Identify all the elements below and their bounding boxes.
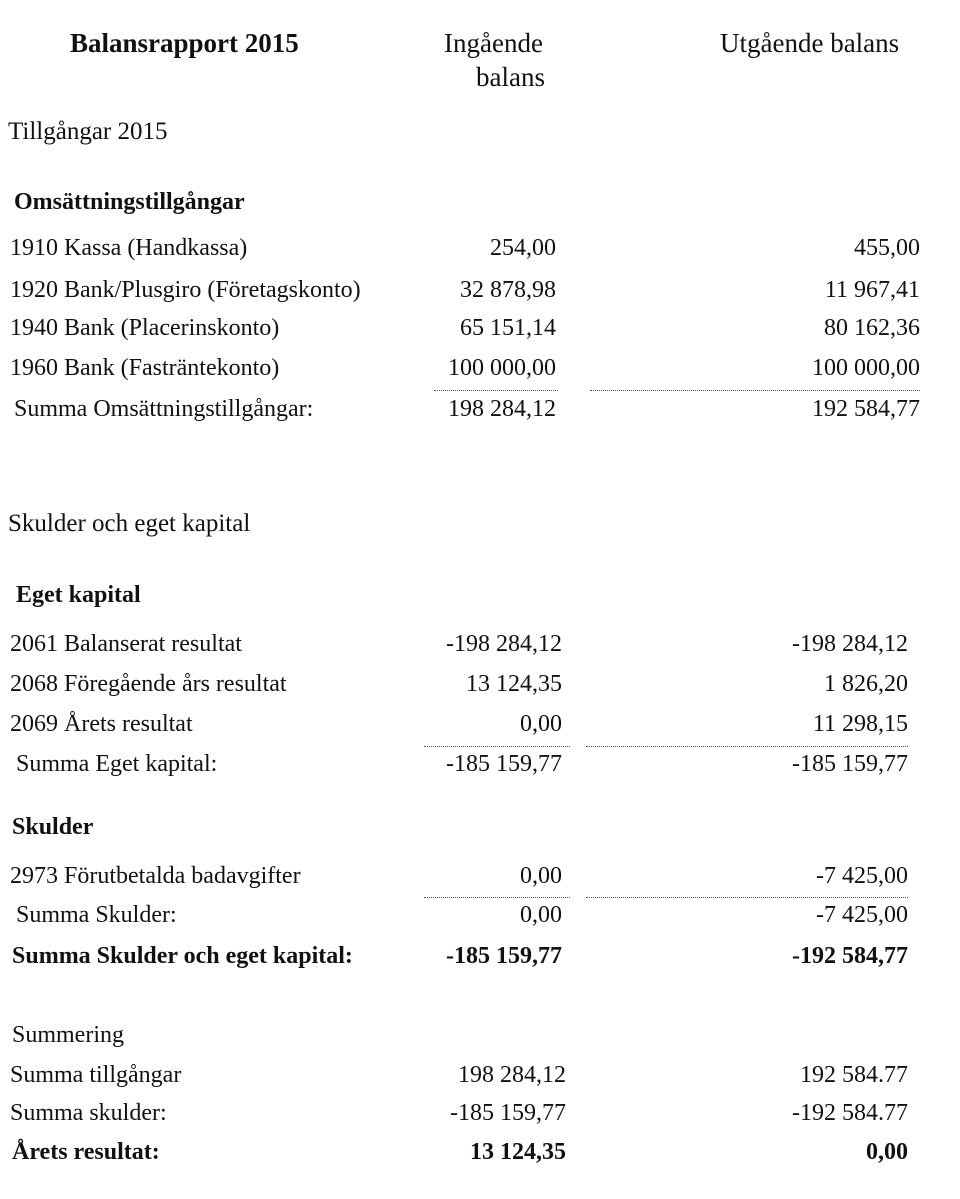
row-label: 2069 Årets resultat	[10, 711, 193, 737]
column-header-opening-line1: Ingående	[444, 28, 543, 58]
result-label: Årets resultat:	[12, 1139, 160, 1165]
row-closing-value: -7 425,00	[816, 863, 908, 889]
row-label: 1920 Bank/Plusgiro (Företagskonto)	[10, 277, 361, 303]
subtotal-closing-value: 192 584,77	[812, 396, 920, 422]
row-label: 2061 Balanserat resultat	[10, 631, 242, 657]
row-opening-value: 254,00	[490, 235, 556, 261]
assets-heading: Tillgångar 2015	[8, 118, 168, 145]
subtotal-closing-value: -7 425,00	[816, 902, 908, 928]
summary-row-label: Summa tillgångar	[10, 1062, 182, 1088]
row-opening-value: 0,00	[520, 711, 562, 737]
row-closing-value: 11 967,41	[824, 277, 920, 303]
current-assets-heading: Omsättningstillgångar	[14, 189, 245, 215]
subtotal-opening-value: 198 284,12	[448, 396, 556, 422]
liabilities-heading: Skulder och eget kapital	[8, 510, 251, 537]
column-header-opening-line2: balans	[476, 62, 545, 92]
row-closing-value: 11 298,15	[812, 711, 908, 737]
row-closing-value: -198 284,12	[792, 631, 908, 657]
subtotal-rule	[434, 390, 558, 391]
subtotal-opening-value: 0,00	[520, 902, 562, 928]
subtotal-rule	[586, 746, 908, 747]
summary-opening-value: 198 284,12	[458, 1062, 566, 1088]
row-label: 1960 Bank (Fasträntekonto)	[10, 355, 280, 381]
row-opening-value: 0,00	[520, 863, 562, 889]
result-closing-value: 0,00	[866, 1139, 908, 1165]
total-label: Summa Skulder och eget kapital:	[12, 943, 353, 969]
row-opening-value: 32 878,98	[460, 277, 556, 303]
summary-closing-value: -192 584.77	[792, 1100, 908, 1126]
row-opening-value: 100 000,00	[448, 355, 556, 381]
row-closing-value: 80 162,36	[824, 315, 920, 341]
row-label: 1940 Bank (Placerinskonto)	[10, 315, 280, 341]
summary-closing-value: 192 584.77	[800, 1062, 908, 1088]
subtotal-label: Summa Omsättningstillgångar:	[14, 396, 314, 422]
row-label: 1910 Kassa (Handkassa)	[10, 235, 248, 261]
result-opening-value: 13 124,35	[470, 1139, 566, 1165]
summary-opening-value: -185 159,77	[450, 1100, 566, 1126]
total-opening-value: -185 159,77	[446, 943, 562, 969]
row-opening-value: 65 151,14	[460, 315, 556, 341]
summary-row-label: Summa skulder:	[10, 1100, 167, 1126]
report-title: Balansrapport 2015	[70, 28, 299, 58]
subtotal-rule	[586, 897, 908, 898]
column-header-closing: Utgående balans	[720, 28, 900, 58]
row-label: 2973 Förutbetalda badavgifter	[10, 863, 301, 889]
subtotal-rule	[424, 746, 570, 747]
total-closing-value: -192 584,77	[792, 943, 908, 969]
row-closing-value: 1 826,20	[824, 671, 908, 697]
subtotal-rule	[424, 897, 570, 898]
row-label: 2068 Föregående års resultat	[10, 671, 287, 697]
row-closing-value: 100 000,00	[812, 355, 920, 381]
row-opening-value: 13 124,35	[466, 671, 562, 697]
subtotal-rule	[590, 390, 920, 391]
row-opening-value: -198 284,12	[446, 631, 562, 657]
subtotal-label: Summa Skulder:	[16, 902, 177, 928]
equity-heading: Eget kapital	[16, 582, 141, 608]
subtotal-label: Summa Eget kapital:	[16, 751, 218, 777]
summary-heading: Summering	[12, 1022, 124, 1048]
subtotal-closing-value: -185 159,77	[792, 751, 908, 777]
subtotal-opening-value: -185 159,77	[446, 751, 562, 777]
row-closing-value: 455,00	[854, 235, 920, 261]
debts-heading: Skulder	[12, 814, 94, 840]
